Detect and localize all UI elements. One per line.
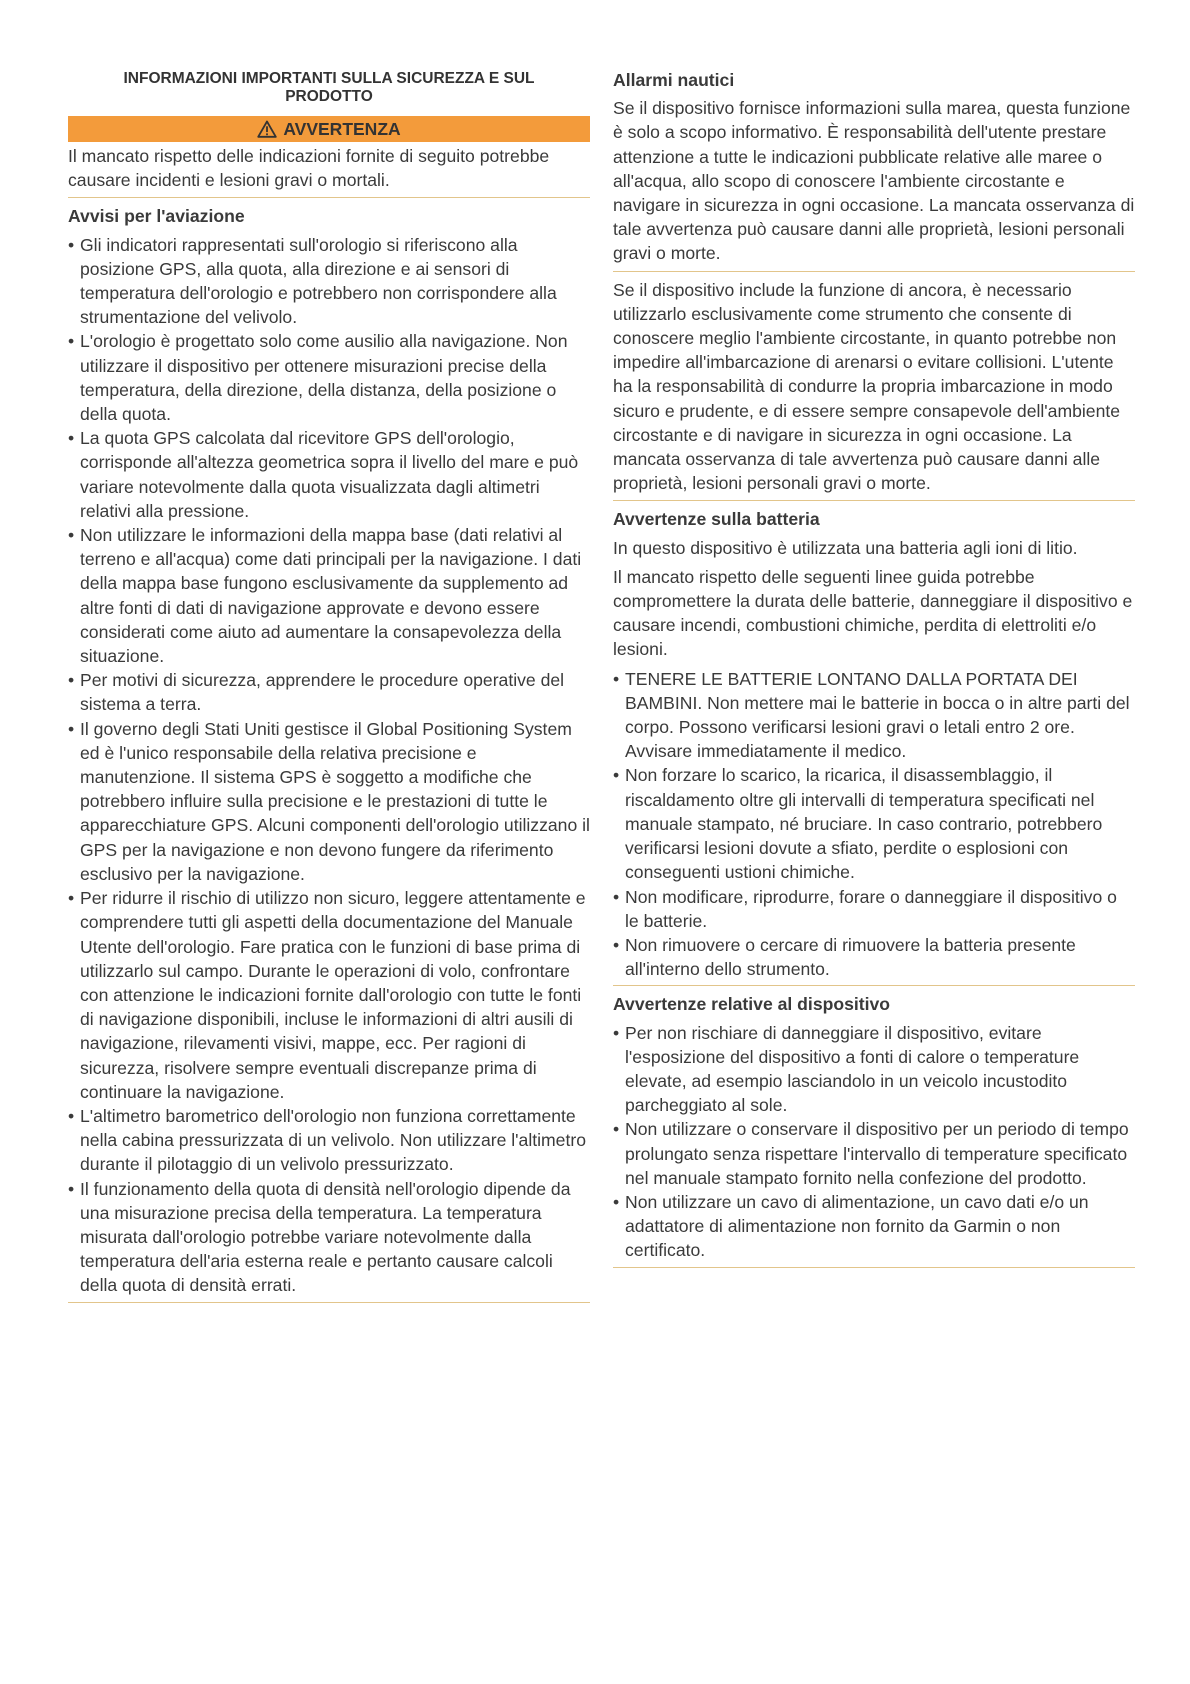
list-item: • Per non rischiare di danneggiare il dispositivo, evitare l'esposizione del dispositivo a fonti di calore o temperature elevate, ad esempio lasciandolo in un veicolo incustodito parcheggiato al sole. — [613, 1021, 1135, 1118]
marine-paragraph-anchor: Se il dispositivo include la funzione di ancora, è necessario utilizzarlo esclusivamente come strumento che consente di conoscere meglio l'ambiente circostante, in quanto potrebbe non impedire all'imbarcazione di arenarsi o evitare collisioni. L'utente ha la responsabilità di condurre la propria imbarcazione in modo sicuro e prudente, e di essere sempre consapevole dell'ambiente circostante e di navigare in sicurezza in ogni occasione. La mancata osservanza di tale avvertenza può causare danni alle proprietà, lesioni personali gravi o morte. — [613, 279, 1121, 494]
warning-triangle-icon — [257, 119, 277, 145]
list-item: • Gli indicatori rappresentati sull'orologio si riferiscono alla posizione GPS, alla quota, alla direzione e ai sensori di temperatura dell'orologio e potrebbero non corrispondere alla strumentazione del velivolo. — [68, 233, 590, 330]
battery-paragraph-2: Il mancato rispetto delle seguenti linee guida potrebbe compromettere la durata delle batterie, danneggiare il dispositivo e causare incendi, combustioni chimiche, perdita di elettroliti e/o lesioni. — [613, 566, 1133, 660]
document-title: INFORMAZIONI IMPORTANTI SULLA SICUREZZA E SUL PRODOTTO — [123, 70, 535, 105]
warning-label: AVVERTENZA — [283, 119, 401, 139]
marine-paragraph-tide: Se il dispositivo fornisce informazioni sulla marea, questa funzione è solo a scopo informativo. È responsabilità dell'utente prestare attenzione a tutte le indicazioni pubblicate relative alle maree o all'acqua, allo scopo di conoscere l'ambiente circostante e navigare in sicurezza in ogni occasione. La mancata osservanza di tale avvertenza può causare danni alle proprietà, lesioni personali gravi o morte. — [613, 98, 1135, 264]
list-item: • Il governo degli Stati Uniti gestisce il Global Positioning System ed è l'unico responsabile della relativa precisione e manutenzione. Il sistema GPS è soggetto a modifiche che potrebbero influire sulla precisione e le prestazioni di tutte le apparecchiature GPS. Alcuni componenti dell'orologio utilizzano il GPS per la navigazione e non devono fungere da riferimento esclusivo per la navigazione. — [68, 717, 590, 886]
divider — [613, 1267, 1135, 1268]
list-item: • Per motivi di sicurezza, apprendere le procedure operative del sistema a terra. — [68, 668, 590, 716]
list-item: • L'orologio è progettato solo come ausilio alla navigazione. Non utilizzare il dispositivo per ottenere misurazioni precise della temperatura, della direzione, della distanza, della posizione o della quota. — [68, 329, 590, 426]
section-title-device: Avvertenze relative al dispositivo — [613, 994, 891, 1015]
device-list — [613, 1021, 1135, 1263]
warning-intro: Il mancato rispetto delle indicazioni fornite di seguito potrebbe causare incidenti e lesioni gravi o mortali. — [68, 146, 550, 191]
divider — [68, 197, 590, 198]
list-item: • Per ridurre il rischio di utilizzo non sicuro, leggere attentamente e comprendere tutti gli aspetti della documentazione del Manuale Utente dell'orologio. Fare pratica con le funzioni di base prima di utilizzarlo sul campo. Durante le operazioni di volo, confrontare con attenzione le indicazioni fornite dall'orologio con tutte le fonti di navigazione disponibili, incluse le informazioni di altri ausili di navigazione, rilevamenti visivi, mappe, ecc. Per ragioni di sicurezza, risolvere sempre eventuali discrepanze prima di continuare la navigazione. — [68, 886, 590, 1104]
list-item: • Non utilizzare un cavo di alimentazione, un cavo dati e/o un adattatore di alimentazione non fornito da Garmin o non certificato. — [613, 1190, 1135, 1263]
right-column — [613, 66, 1135, 1274]
section-title-marine: Allarmi nautici — [613, 70, 735, 90]
section-title-aviation: Avvisi per l'aviazione — [68, 206, 245, 227]
warning-banner — [68, 116, 590, 142]
list-item: • Il funzionamento della quota di densità nell'orologio dipende da una misurazione precisa della temperatura. La temperatura misurata dall'orologio potrebbe variare notevolmente dalla temperatura dell'aria esterna reale e pertanto causare calcoli della quota di densità errati. — [68, 1177, 590, 1298]
list-item: • Non modificare, riprodurre, forare o danneggiare il dispositivo o le batterie. — [613, 885, 1135, 933]
list-item: • Non forzare lo scarico, la ricarica, il disassemblaggio, il riscaldamento oltre gli intervalli di temperatura specificati nel manuale stampato, né bruciare. In caso contrario, potrebbero verificarsi lesioni dovute a sfiato, perdite o esplosioni con conseguenti ustioni chimiche. — [613, 763, 1135, 884]
aviation-list — [68, 233, 590, 1298]
list-item: • Non rimuovere o cercare di rimuovere la batteria presente all'interno dello strumento. — [613, 933, 1135, 981]
divider — [613, 271, 1135, 272]
list-item: • La quota GPS calcolata dal ricevitore GPS dell'orologio, corrisponde all'altezza geometrica sopra il livello del mare e può variare notevolmente dalla quota visualizzata dagli altimetri relativi alla pressione. — [68, 426, 590, 523]
divider — [68, 1302, 590, 1303]
divider — [613, 985, 1135, 986]
battery-list — [613, 667, 1135, 982]
section-title-battery: Avvertenze sulla batteria — [613, 509, 820, 530]
list-item: • L'altimetro barometrico dell'orologio non funziona correttamente nella cabina pressurizzata di un velivolo. Non utilizzare l'altimetro durante il pilotaggio di un velivolo pressurizzato. — [68, 1104, 590, 1177]
divider — [613, 500, 1135, 501]
list-item: • Non utilizzare le informazioni della mappa base (dati relativi al terreno e all'acqua) come dati principali per la navigazione. I dati della mappa base fungono esclusivamente da supplemento ad altre fonti di dati di navigazione approvate e devono essere considerati come aiuto ad aumentare la consapevolezza della situazione. — [68, 523, 590, 668]
left-column — [68, 66, 590, 1309]
list-item: • Non utilizzare o conservare il dispositivo per un periodo di tempo prolungato senza rispettare l'intervallo di temperature specificato nel manuale stampato fornito nella confezione del prodotto. — [613, 1117, 1135, 1190]
battery-paragraph-1: In questo dispositivo è utilizzata una batteria agli ioni di litio. — [613, 537, 1078, 558]
list-item: • TENERE LE BATTERIE LONTANO DALLA PORTATA DEI BAMBINI. Non mettere mai le batterie in bocca o in altre parti del corpo. Possono verificarsi lesioni gravi o letali entro 2 ore. Avvisare immediatamente il medico. — [613, 667, 1135, 764]
